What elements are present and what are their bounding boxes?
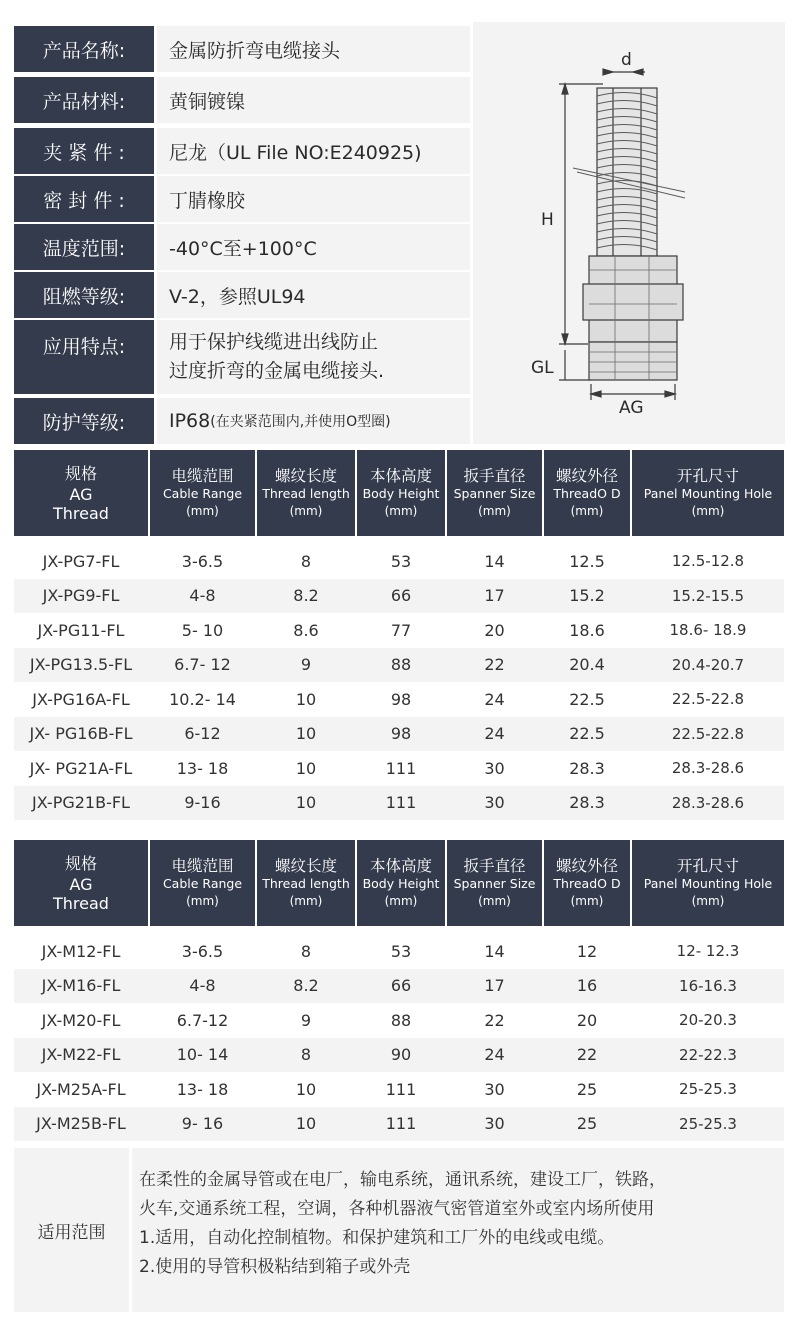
spec-row-material [14, 77, 470, 123]
cell-spec-code: JX-PG16A-FL [32, 689, 130, 709]
pg-spec-table [14, 450, 784, 830]
header-en: ThreadO D [553, 875, 621, 891]
usage-line: 1.适用，自动化控制植物。和保护建筑和工厂外的电线或电缆。 [139, 1228, 615, 1248]
cell-thread-od: 25 [576, 1114, 598, 1133]
header-unit: (mm) [186, 503, 219, 518]
spec-label: 应用特点: [14, 320, 154, 394]
cell-thread-od: 22.5 [569, 724, 605, 743]
spec-label: 密 封 件 : [14, 176, 154, 222]
cell-spanner-size: 20 [484, 620, 505, 640]
cell-panel-hole: 25-25.3 [679, 1114, 737, 1133]
cell-cable-range: 9-16 [184, 793, 221, 812]
cell-panel-hole: 15.2-15.5 [671, 586, 745, 605]
spec-value: 丁腈橡胶 [157, 176, 470, 222]
cell-panel-hole: 25-25.3 [679, 1080, 737, 1098]
spec-row-protection [14, 398, 470, 444]
cell-thread-od: 25 [576, 1079, 598, 1099]
cell-cable-range: 13- 18 [176, 758, 229, 778]
header-en: Spanner Size [453, 485, 536, 501]
header-thread-od [544, 450, 630, 536]
spec-row-flame [14, 272, 470, 318]
table-header [14, 450, 784, 536]
cell-spanner-size: 22 [484, 655, 505, 674]
cell-cable-range: 5- 10 [181, 620, 224, 640]
cell-cable-range: 9- 16 [181, 1114, 224, 1133]
cell-spanner-size: 14 [484, 941, 505, 961]
header-unit: (mm) [186, 893, 219, 908]
cell-body-height: 98 [390, 724, 412, 743]
spec-value: -40°C至+100°C [157, 224, 470, 270]
cell-panel-hole: 22.5-22.8 [671, 690, 745, 708]
cell-thread-length: 10 [295, 793, 317, 812]
table-row [14, 1038, 784, 1072]
header-zh: 螺纹长度 [274, 856, 337, 875]
cell-thread-od: 28.3 [569, 793, 605, 812]
header-cable-range [150, 450, 255, 536]
header-en: AG [69, 874, 93, 894]
header-unit: (mm) [289, 503, 323, 518]
cell-spanner-size: 17 [484, 586, 505, 605]
table-row [14, 579, 784, 613]
cell-thread-length: 8.6 [293, 620, 319, 640]
cell-spanner-size: 30 [484, 758, 505, 778]
spec-value-main: IP68 [169, 410, 211, 432]
usage-section [14, 1148, 784, 1312]
cell-cable-range: 4-8 [189, 586, 216, 605]
cell-cable-range: 6.7- 12 [174, 655, 231, 674]
metric-spec-table [14, 840, 784, 1146]
cell-thread-od: 12.5 [569, 551, 605, 571]
cell-body-height: 111 [385, 793, 417, 812]
cell-spanner-size: 30 [484, 793, 505, 812]
dimension-gl-label: GL [531, 358, 554, 378]
usage-line: 火车,交通系统工程，空调，各种机器液气密管道室外或室内场所使用 [139, 1199, 655, 1219]
header-unit: (mm) [478, 503, 511, 518]
cell-spec-code: JX-M25A-FL [36, 1079, 126, 1099]
header-zh: 螺纹长度 [274, 466, 337, 485]
spec-row-feature [14, 320, 470, 394]
table-row [14, 1072, 784, 1106]
header-zh: 电缆范围 [171, 466, 234, 485]
spec-value: 金属防折弯电缆接头 [157, 26, 470, 72]
cell-cable-range: 3-6.5 [181, 941, 224, 961]
header-cable-range [150, 840, 255, 926]
spec-value [157, 320, 470, 394]
usage-line: 2.使用的导管积极粘结到箱子或外壳 [139, 1257, 411, 1277]
spec-value-line: 用于保护线缆进出线防止 [169, 331, 379, 353]
header-zh: 扳手直径 [463, 856, 526, 875]
cell-spec-code: JX- PG16B-FL [29, 724, 133, 743]
cell-thread-od: 18.6 [569, 620, 605, 640]
cell-spanner-size: 30 [484, 1114, 505, 1133]
cell-body-height: 88 [390, 655, 412, 674]
cell-spanner-size: 24 [484, 689, 505, 709]
cell-spanner-size: 17 [484, 976, 505, 995]
header-unit: (mm) [691, 893, 725, 908]
header-en: AG [69, 484, 93, 504]
cell-body-height: 77 [390, 620, 412, 640]
cell-body-height: 66 [390, 976, 412, 995]
spec-label: 阻燃等级: [14, 272, 154, 318]
cell-cable-range: 6-12 [184, 724, 221, 743]
header-thread-length [257, 840, 355, 926]
cell-thread-length: 10 [295, 689, 317, 709]
cell-thread-od: 22 [576, 1045, 598, 1064]
table-row [14, 648, 784, 682]
product-diagram [473, 22, 785, 444]
header-thread-length [257, 450, 355, 536]
header-spanner-size [447, 840, 542, 926]
header-spec-code [14, 450, 148, 536]
cell-spec-code: JX-M22-FL [41, 1045, 121, 1064]
cell-panel-hole: 16-16.3 [679, 976, 737, 995]
cell-cable-range: 10- 14 [176, 1045, 229, 1064]
cell-spec-code: JX-PG9-FL [42, 586, 120, 605]
usage-text [139, 1166, 779, 1282]
table-row [14, 786, 784, 820]
header-unit: (mm) [384, 503, 418, 518]
header-en: Thread length [262, 485, 350, 501]
header-thread-od [544, 840, 630, 926]
header-zh: 开孔尺寸 [676, 466, 739, 485]
header-unit: (mm) [570, 893, 604, 908]
spec-row-clamp [14, 128, 470, 174]
spec-value-note: (在夹紧范围内,并使用O型圈) [210, 414, 391, 430]
cell-cable-range: 13- 18 [176, 1079, 229, 1099]
spec-row-seal [14, 176, 470, 222]
cell-body-height: 98 [390, 689, 412, 709]
table-row [14, 969, 784, 1003]
header-zh: 规格 [64, 853, 97, 873]
cell-panel-hole: 28.3-28.6 [671, 793, 745, 812]
header-unit: (mm) [691, 503, 725, 518]
cell-spec-code: JX-PG21B-FL [32, 793, 130, 812]
header-zh: 规格 [64, 463, 97, 483]
header-en: Cable Range [162, 875, 243, 891]
header-en: Panel Mounting Hole [643, 485, 773, 501]
table-row [14, 717, 784, 751]
header-en: Body Height [362, 875, 440, 891]
cell-spec-code: JX-M12-FL [41, 941, 121, 961]
spec-value-line: 过度折弯的金属电缆接头. [169, 360, 385, 382]
cell-body-height: 90 [390, 1045, 412, 1064]
spec-label: 温度范围: [14, 224, 154, 270]
header-zh: 扳手直径 [463, 466, 526, 485]
header-en: Spanner Size [453, 875, 536, 891]
header-body-height [357, 450, 445, 536]
cell-body-height: 111 [385, 1079, 417, 1099]
cell-panel-hole: 22-22.3 [679, 1045, 737, 1064]
header-panel-hole [632, 840, 784, 926]
header-zh: 电缆范围 [171, 856, 234, 875]
spec-label: 防护等级: [14, 398, 154, 444]
table-header [14, 840, 784, 926]
cell-spec-code: JX-PG7-FL [42, 551, 120, 571]
cell-thread-od: 20 [576, 1010, 598, 1030]
cell-cable-range: 4-8 [189, 976, 216, 995]
cell-panel-hole: 20-20.3 [679, 1011, 737, 1029]
cell-spec-code: JX-M16-FL [41, 976, 121, 995]
header-en: Thread length [262, 875, 350, 891]
cell-spanner-size: 30 [484, 1079, 505, 1099]
cell-panel-hole: 22.5-22.8 [671, 724, 745, 743]
cell-spec-code: JX-M20-FL [41, 1010, 121, 1030]
cell-panel-hole: 28.3-28.6 [671, 759, 745, 777]
cell-thread-length: 10 [295, 724, 317, 743]
spec-value: 尼龙（UL File NO:E240925) [157, 128, 470, 174]
header-en: Panel Mounting Hole [643, 875, 773, 891]
cell-thread-length: 8 [300, 551, 312, 571]
cell-panel-hole: 12.5-12.8 [671, 552, 745, 570]
header-en: ThreadO D [553, 485, 621, 501]
header-unit: (mm) [384, 893, 418, 908]
cell-thread-length: 9 [300, 1010, 312, 1030]
cell-cable-range: 10.2- 14 [169, 689, 236, 709]
header-unit: Thread [53, 503, 109, 523]
cell-body-height: 111 [385, 758, 417, 778]
cell-thread-length: 9 [300, 655, 312, 674]
header-en: Cable Range [162, 485, 243, 501]
spec-value [157, 398, 470, 444]
dimension-h-label: H [541, 210, 554, 230]
usage-label: 适用范围 [37, 1222, 106, 1243]
cell-spec-code: JX- PG21A-FL [29, 758, 133, 778]
table-row [14, 544, 784, 578]
header-spec-code [14, 840, 148, 926]
cell-spec-code: JX-PG13.5-FL [29, 655, 133, 674]
cell-thread-length: 8 [300, 1045, 312, 1064]
dimension-d-label: d [621, 50, 632, 70]
cable-gland-drawing [473, 22, 785, 444]
dimension-ag-label: AG [619, 398, 644, 418]
cell-body-height: 111 [385, 1114, 417, 1133]
spec-value: 黄铜镀镍 [157, 77, 470, 123]
header-zh: 本体高度 [369, 856, 432, 875]
cell-body-height: 53 [390, 551, 412, 571]
cell-spanner-size: 24 [484, 724, 505, 743]
table-row [14, 682, 784, 716]
cell-spec-code: JX-PG11-FL [37, 620, 125, 640]
table-row [14, 1003, 784, 1037]
cell-spanner-size: 14 [484, 551, 505, 571]
header-spanner-size [447, 450, 542, 536]
cell-thread-length: 8.2 [293, 976, 319, 995]
cell-thread-od: 22.5 [569, 689, 605, 709]
cell-thread-length: 10 [295, 1079, 317, 1099]
usage-divider [129, 1148, 132, 1312]
header-body-height [357, 840, 445, 926]
cell-thread-od: 28.3 [569, 758, 605, 778]
table-row [14, 751, 784, 785]
cell-thread-length: 10 [295, 758, 317, 778]
header-panel-hole [632, 450, 784, 536]
cell-thread-length: 8 [300, 941, 312, 961]
cell-thread-length: 8.2 [293, 586, 319, 605]
header-unit: (mm) [478, 893, 511, 908]
spec-label: 产品材料: [14, 77, 154, 123]
header-zh: 螺纹外径 [555, 856, 618, 875]
cell-panel-hole: 12- 12.3 [676, 942, 740, 960]
cell-body-height: 66 [390, 586, 412, 605]
cell-body-height: 53 [390, 941, 412, 961]
table-row [14, 1107, 784, 1141]
cell-thread-od: 12 [576, 941, 598, 961]
cell-cable-range: 3-6.5 [181, 551, 224, 571]
cell-spanner-size: 22 [484, 1010, 505, 1030]
cell-cable-range: 6.7-12 [176, 1010, 229, 1030]
gland-body [583, 256, 683, 380]
cell-spanner-size: 24 [484, 1045, 505, 1064]
spec-row-temperature [14, 224, 470, 270]
header-unit: Thread [53, 893, 109, 913]
usage-line: 在柔性的金属导管或在电厂，输电系统，通讯系统，建设工厂，铁路， [139, 1170, 666, 1190]
header-zh: 本体高度 [369, 466, 432, 485]
cell-thread-od: 16 [576, 976, 598, 995]
header-zh: 螺纹外径 [555, 466, 618, 485]
cell-thread-od: 15.2 [569, 586, 605, 605]
cell-body-height: 88 [390, 1010, 412, 1030]
header-unit: (mm) [570, 503, 604, 518]
cell-thread-od: 20.4 [569, 655, 605, 674]
cell-thread-length: 10 [295, 1114, 317, 1133]
spec-label: 夹 紧 件 : [14, 128, 154, 174]
cell-spec-code: JX-M25B-FL [36, 1114, 126, 1133]
table-row [14, 613, 784, 647]
table-row [14, 934, 784, 968]
spec-value: V-2，参照UL94 [157, 272, 470, 318]
header-zh: 开孔尺寸 [676, 856, 739, 875]
header-en: Body Height [362, 485, 440, 501]
header-unit: (mm) [289, 893, 323, 908]
cell-panel-hole: 20.4-20.7 [671, 655, 745, 674]
spec-row-name [14, 26, 470, 72]
cell-panel-hole: 18.6- 18.9 [669, 621, 747, 639]
spec-label: 产品名称: [14, 26, 154, 72]
